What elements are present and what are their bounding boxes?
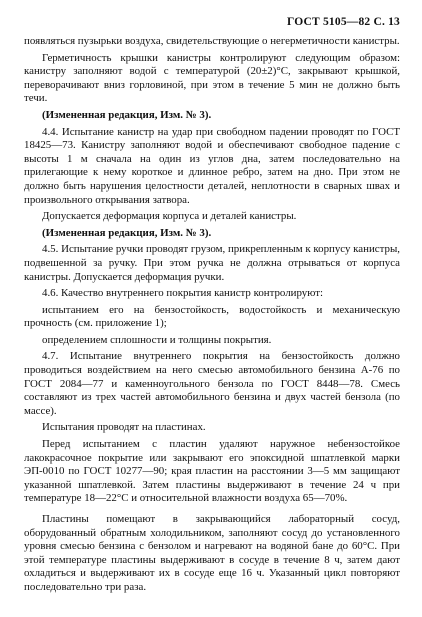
section-4-7: 4.7. Испытание внутреннего покрытия на бензостойкость должно проводиться воздействием на него смесью автомобильного бензина А-76 по ГОСТ 2084—77 и каменноугольного бензола по ГОСТ 8448—78. Смесь составляют из трех частей автомобильного бензина и двух частей бензола (по массе).: [24, 350, 400, 417]
paragraph-deformation: Допускается деформация корпуса и деталей канистры.: [42, 210, 297, 223]
amendment-note: (Измененная редакция, Изм. № 3).: [42, 108, 212, 121]
page-header: ГОСТ 5105—82 С. 13: [287, 16, 400, 28]
paragraph-cap-tightness: Герметичность крышки канистры контролируют следующим образом: канистру заполняют водой с температурой (20±2)°С, закрывают крышкой, переворачивают вниз горловиной, при этом в течение 5 мин не должно быть течи.: [24, 51, 400, 105]
section-4-4: 4.4. Испытание канистр на удар при свободном падении проводят по ГОСТ 18425—73. Канистру заполняют водой и обеспечивают свободное падение с высоты 1 м сначала на один из углов дна, затем последовательно на прилегающие к нему короткое и длинное ребро, затем на дно. При этом не должно быть нарушения целостности деталей, неплотности в сварных швах и произвольного открывания затвора.: [24, 125, 400, 206]
section-4-6: 4.6. Качество внутреннего покрытия канистр контролируют:: [42, 287, 324, 300]
amendment-note: (Измененная редакция, Изм. № 3).: [42, 226, 212, 239]
section-4-5: 4.5. Испытание ручки проводят грузом, прикрепленным к корпусу канистры, подвешенной за ручку. При этом ручка не должна отрываться от корпуса канистры. Допускается деформация ручки.: [24, 243, 400, 283]
document-body: [24, 35, 400, 595]
paragraph-test-list-item: определением сплошности и толщины покрытия.: [42, 333, 272, 346]
paragraph-procedure: Пластины помещают в закрывающийся лабораторный сосуд, оборудованный обратным холодильником, заполняют сосуд до установленного уровня смесью бензина с бензолом и нагревают на водяной бане до 60°С. При этой температуре пластины выдерживают в сосуде в течение 8 ч, затем дают охладиться и выдерживают их в сосуде еще 16 ч. Указанный цикл повторяют последовательно три раза.: [24, 513, 400, 593]
paragraph-plates: Испытания проводят на пластинах.: [42, 421, 206, 434]
paragraph-preparation: Перед испытанием с пластин удаляют наружное небензостойкое лакокрасочное покрытие или закрывают его эпоксидной шпатлевкой марки ЭП-0010 по ГОСТ 10277—90; края пластин на расстоянии 3—5 мм защищают указанной шпатлевкой. Затем пластины выдерживают в течение 24 ч при температуре 18—22°С и относительной влажности воздуха 65—70%.: [24, 438, 400, 505]
paragraph-continuation: появляться пузырьки воздуха, свидетельствующие о негерметичности канистры.: [24, 35, 400, 47]
paragraph-test-list-item: испытанием его на бензостойкость, водостойкость и механическую прочность (см. приложение 1);: [24, 303, 400, 330]
